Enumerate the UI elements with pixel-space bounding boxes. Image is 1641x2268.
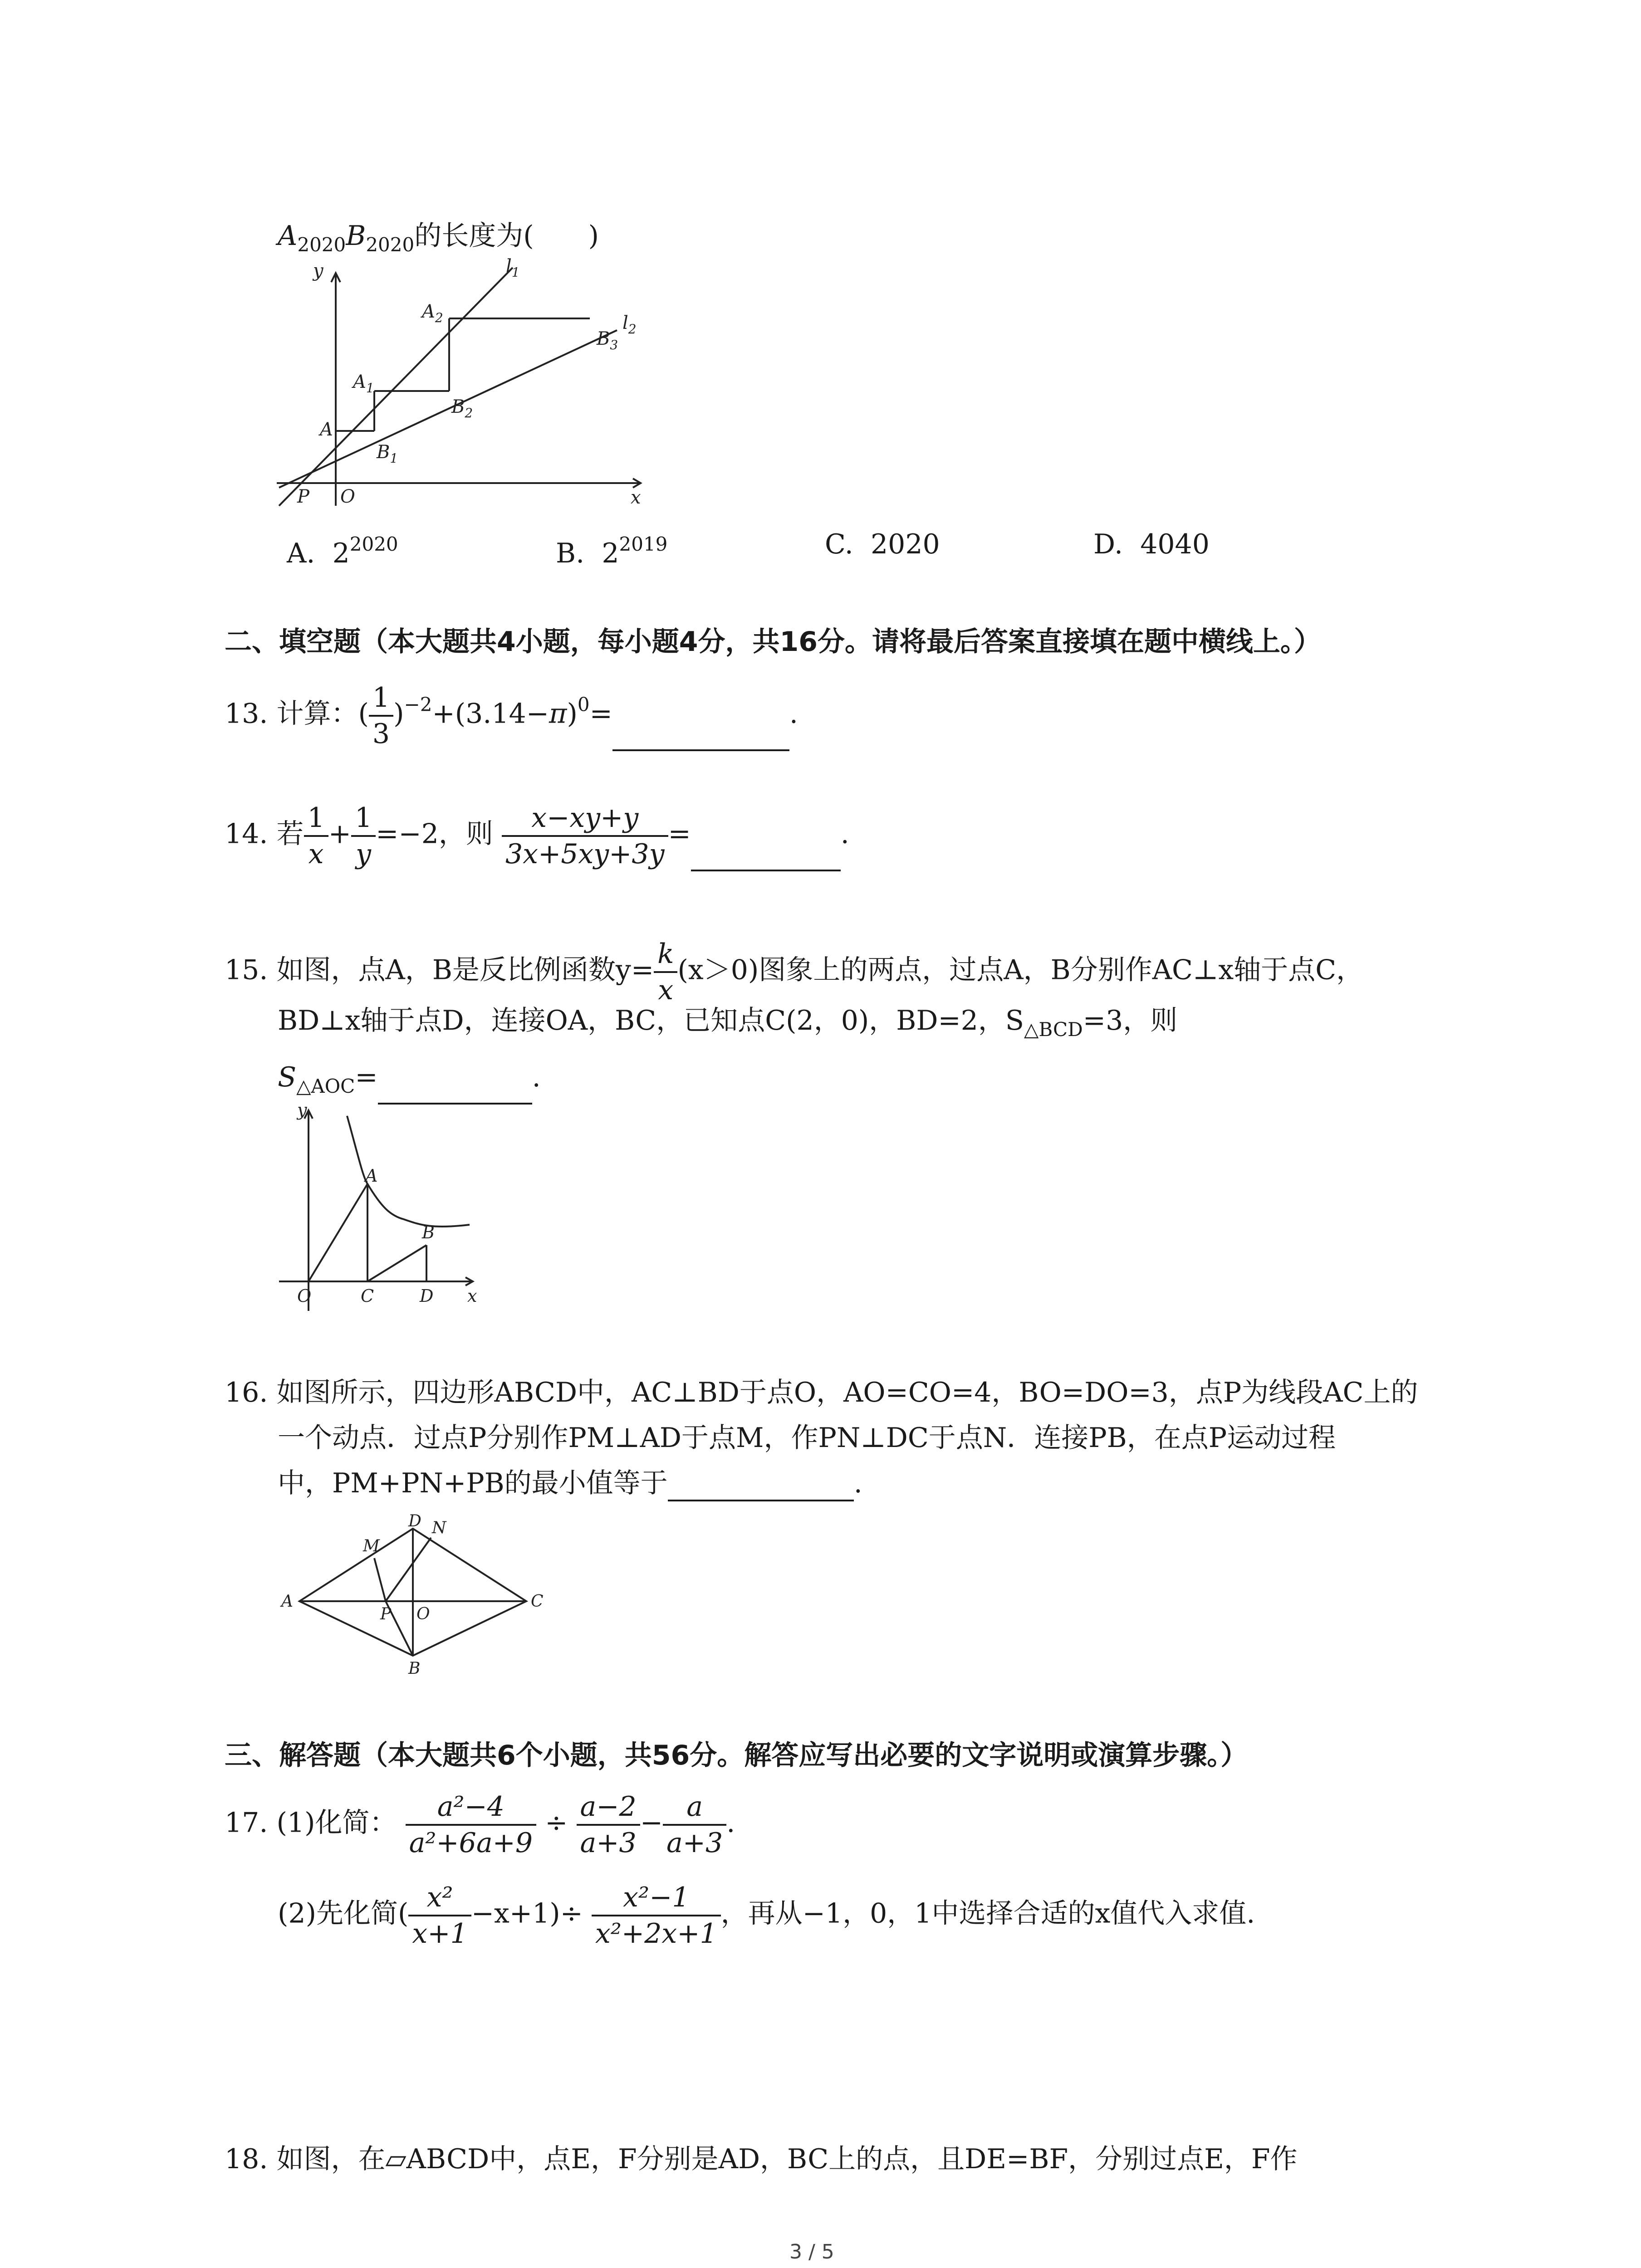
q13-fraction: $\frac{1}{3}$ (369, 680, 393, 751)
q12-choice-c: C. 2020 (825, 528, 940, 560)
label-P: P (297, 486, 309, 507)
label-D: D (420, 1286, 434, 1306)
label-B1: $B_1$ (377, 442, 398, 466)
q13: 13. 计算：( $\frac{1}{3}$ )$^{-2}+(3.14-\pi)^0=$ . (225, 680, 798, 751)
label-O: O (416, 1605, 430, 1623)
label-B: B (422, 1222, 435, 1242)
q12-choice-d: D. 4040 (1093, 528, 1210, 560)
label-B2: $B_2$ (451, 396, 473, 420)
label-O: O (297, 1286, 312, 1306)
segment-PM (374, 1558, 386, 1601)
segment-BC (367, 1245, 426, 1281)
label-l2: $l_2$ (622, 313, 637, 337)
label-A2: $A_2$ (422, 301, 443, 325)
q15-number: 15. (225, 954, 268, 986)
q17-number: 17. (225, 1807, 268, 1839)
label-C: C (361, 1286, 374, 1306)
q15-line3: $S_{\triangle AOC}=$ . (278, 1059, 541, 1105)
q17-part2: (2)先化简( $\frac{\text{x²}}{x+1}$ −x+1)÷ $\frac{\text{x²−1}}{\text{x²+2x+1}}$ ，再从−1，0，1中选择合适的x值代入求值. (278, 1880, 1255, 1951)
q12-sub-b: 2020 (366, 234, 415, 256)
q15-line1: 15. 如图，点A，B是反比例函数y= $\frac{k}{x}$ (x＞0)图象上的两点，过点A，B分别作AC⊥x轴于点C， (225, 937, 1363, 1007)
q14-answer-blank[interactable] (691, 842, 841, 871)
label-B: B (408, 1659, 421, 1678)
q15-line2: BD⊥x轴于点D，连接OA，BC，已知点C(2，0)，BD=2，$S_{\triangle BCD}=3$，则 (278, 1005, 1178, 1041)
label-A: A (365, 1166, 378, 1186)
q13-answer-blank[interactable] (612, 722, 789, 751)
q12-stem-tail: 的长度为( ) (414, 220, 599, 252)
q14: 14. 若 $\frac{1}{x}$ + $\frac{1}{y}$ =−2，则 $\frac{x-xy+y}{3x+5xy+3y}$ = . (225, 801, 849, 871)
q17-part1: 17. (1)化简： $\frac{\text{a²−4}}{\text{a²+6a+9}}$ ÷ $\frac{a-2}{a+3}$ − $\frac{a}{a+3}$ . (225, 1789, 735, 1860)
q12-sub-a: 2020 (297, 234, 346, 256)
label-A: A (320, 419, 333, 440)
q18-line1: 18. 如图，在▱ABCD中，点E，F分别是AD，BC上的点，且DE=BF，分别过点E，F作 (225, 2143, 1298, 2175)
label-A1: $A_1$ (353, 371, 374, 396)
q12-choice-a: A. $2^{2020}$ (287, 533, 398, 569)
label-C: C (531, 1592, 544, 1611)
line-l1 (279, 268, 513, 506)
label-x: x (467, 1286, 477, 1306)
q16-answer-blank[interactable] (668, 1472, 854, 1501)
label-l1: $l_1$ (506, 256, 520, 280)
label-x: x (631, 487, 641, 508)
q18-number: 18. (225, 2143, 268, 2175)
line-l2 (279, 330, 617, 488)
label-N: N (432, 1519, 446, 1537)
q13-number: 13. (225, 698, 268, 730)
q16-line3: 中，PM+PN+PB的最小值等于 . (278, 1465, 862, 1501)
q14-fraction: $\frac{x-xy+y}{3x+5xy+3y}$ (502, 801, 668, 871)
section-3-title: 三、解答题（本大题共6个小题，共56分。解答应写出必要的文字说明或演算步骤。） (225, 1740, 1248, 1771)
label-P: P (380, 1605, 392, 1623)
label-y: y (313, 260, 323, 281)
q12-seg-b: B (346, 220, 366, 252)
page-number: 3 / 5 (789, 2240, 834, 2263)
q16-figure (272, 1510, 563, 1678)
q12-figure (272, 254, 649, 513)
q16-line1: 16. 如图所示，四边形ABCD中，AC⊥BD于点O，AO=CO=4，BO=DO=3，点P为线段AC上的 (225, 1377, 1418, 1408)
segment-PN (386, 1538, 431, 1601)
label-B3: $B_3$ (597, 328, 618, 352)
q12-choice-b: B. $2^{2019}$ (556, 533, 668, 569)
label-y: y (297, 1100, 307, 1120)
label-O: O (340, 486, 355, 507)
label-A: A (281, 1592, 293, 1611)
q15-figure (268, 1098, 504, 1329)
q14-number: 14. (225, 818, 268, 850)
segment-OA (309, 1184, 367, 1281)
q16-line2: 一个动点．过点P分别作PM⊥AD于点M，作PN⊥DC于点N．连接PB，在点P运动过程 (278, 1422, 1336, 1454)
label-D: D (408, 1512, 421, 1530)
q12-seg-a: A (278, 220, 298, 252)
q16-number: 16. (225, 1377, 268, 1408)
section-2-title: 二、填空题（本大题共4小题，每小题4分，共16分。请将最后答案直接填在题中横线上。） (225, 626, 1321, 658)
label-M: M (363, 1537, 380, 1555)
